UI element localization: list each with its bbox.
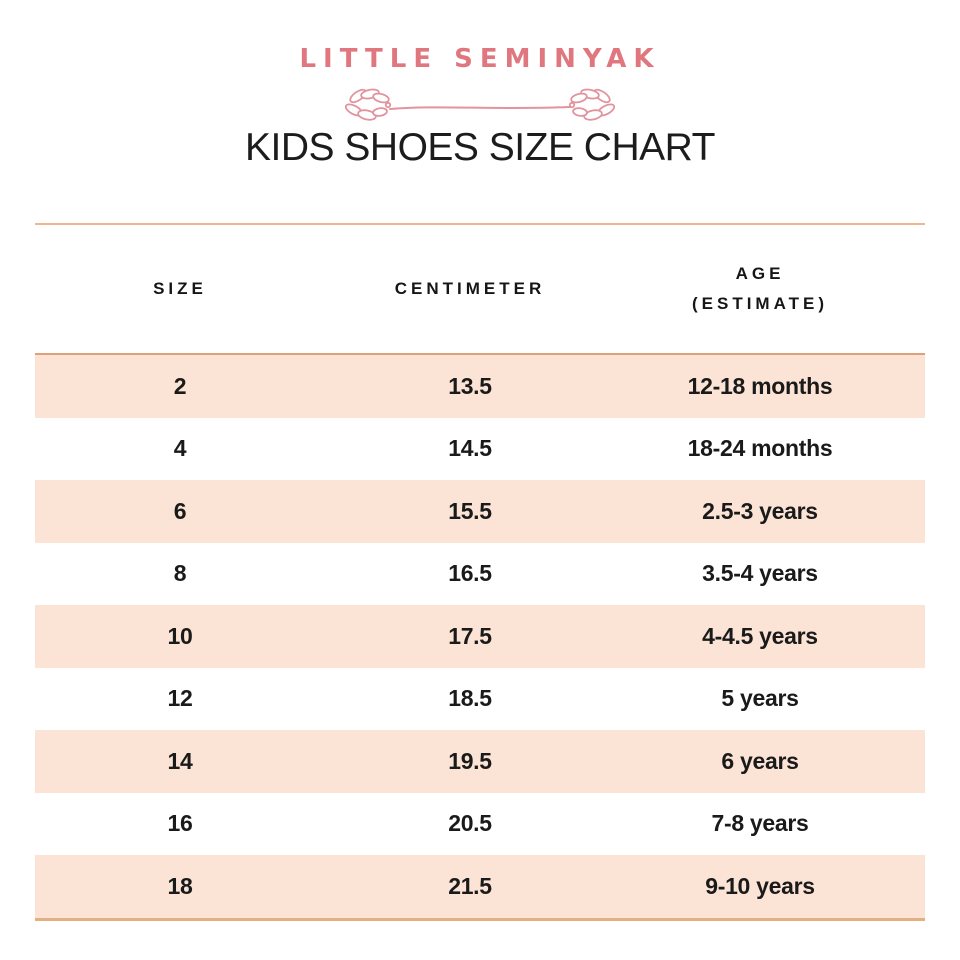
centimeter-cell: 14.5 [448,435,492,462]
centimeter-cell: 21.5 [448,872,492,899]
size-cell: 18 [167,872,193,899]
age-cell: 6 years [721,747,799,774]
size-cell: 10 [167,622,193,649]
size-cell: 16 [167,810,193,837]
size-cell: 8 [173,560,187,587]
age-cell: 5 years [721,685,799,712]
age-cell: 2.5-3 years [702,497,818,524]
page-title: KIDS SHOES SIZE CHART [245,126,715,169]
table-row [35,668,925,731]
brand-logo-text: LITTLE SEMINYAK [299,44,661,74]
table-row [35,418,925,481]
column-header-age-line2: (ESTIMATE) [691,294,828,313]
centimeter-cell: 19.5 [448,747,492,774]
size-cell: 4 [173,435,187,462]
centimeter-cell: 17.5 [448,622,492,649]
centimeter-cell: 16.5 [448,560,492,587]
size-cell: 2 [173,372,187,399]
table-header-row [35,225,925,353]
column-header-age-line1: AGE [735,264,785,283]
column-header-size: SIZE [153,279,207,298]
size-cell: 14 [167,747,193,774]
age-cell: 4-4.5 years [702,622,818,649]
table-row [35,605,925,668]
age-cell: 7-8 years [711,810,809,837]
size-table [35,223,925,921]
table-row [35,543,925,606]
age-cell: 12-18 months [687,372,833,399]
size-cell: 12 [167,685,193,712]
age-cell: 3.5-4 years [702,560,818,587]
column-header-centimeter: CENTIMETER [394,279,546,298]
table-row [35,480,925,543]
age-cell: 9-10 years [705,872,815,899]
table-row [35,793,925,856]
centimeter-cell: 13.5 [448,372,492,399]
age-cell: 18-24 months [687,435,833,462]
size-cell: 6 [173,497,187,524]
column-header-age [615,259,905,319]
table-bottom-divider [35,918,925,921]
table-row [35,730,925,793]
table-row [35,355,925,418]
table-row [35,855,925,918]
centimeter-cell: 18.5 [448,685,492,712]
centimeter-cell: 20.5 [448,810,492,837]
centimeter-cell: 15.5 [448,497,492,524]
